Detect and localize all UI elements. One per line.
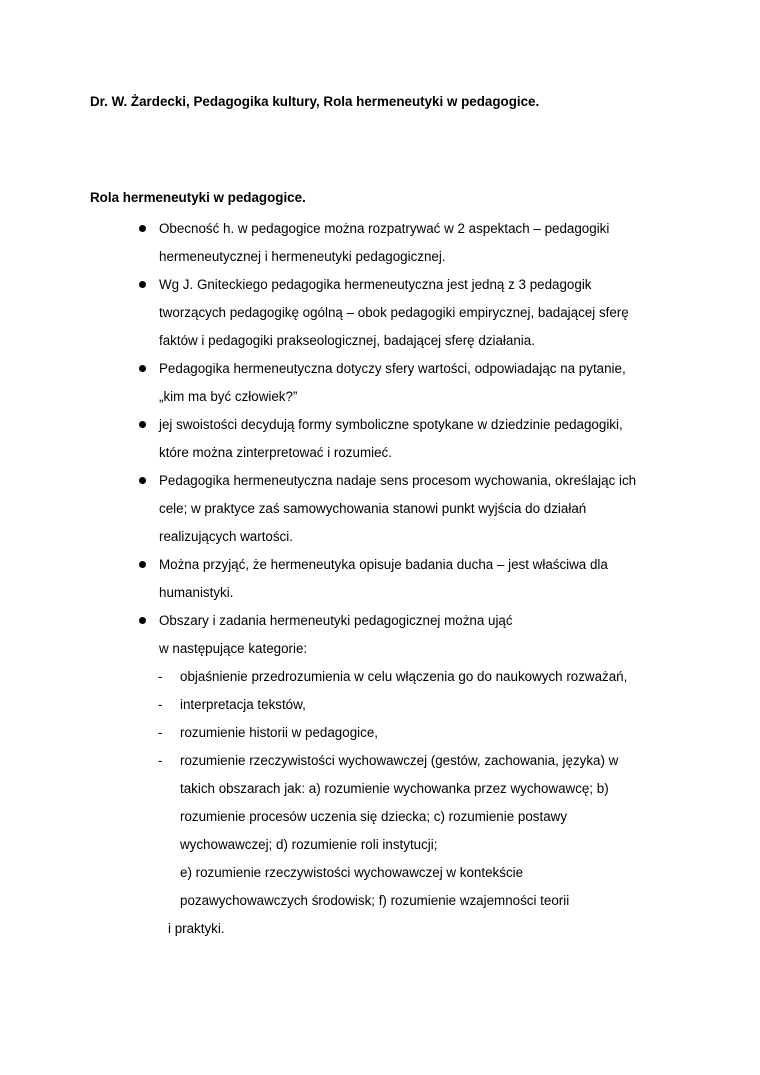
text-line: faktów i pedagogiki prakseologicznej, badającej sferę działania. (159, 333, 535, 348)
text-line: e) rozumienie rzeczywistości wychowawczej w kontekście (180, 865, 524, 880)
document-header: Dr. W. Żardecki, Pedagogika kultury, Rola hermeneutyki w pedagogice. (90, 94, 540, 109)
bullet-item (159, 607, 659, 943)
text-line: w następujące kategorie: (159, 641, 308, 656)
text-line: wychowawczej; d) rozumienie roli instytucji; (180, 837, 438, 852)
text-line: Obecność h. w pedagogice można rozpatrywać w 2 aspektach – pedagogiki (159, 221, 610, 236)
text-line: rozumienie procesów uczenia się dziecka; c) rozumienie postawy (180, 809, 568, 824)
dash-list (158, 663, 659, 943)
dash-item (158, 747, 659, 943)
text-line: - interpretacja tekstów, (180, 697, 306, 712)
text-line: pozawychowawczych środowisk; f) rozumienie wzajemności teorii (180, 893, 570, 908)
text-line: Pedagogika hermeneutyczna nadaje sens procesom wychowania, określając ich (159, 473, 637, 488)
text-line: - rozumienie historii w pedagogice, (180, 725, 378, 740)
section-title: Rola hermeneutyki w pedagogice. (90, 190, 306, 205)
text-line: - objaśnienie przedrozumienia w celu włączenia go do naukowych rozważań, (180, 669, 628, 684)
text-line: jej swoistości decydują formy symboliczne spotykane w dziedzinie pedagogiki, (159, 417, 623, 432)
text-line: cele; w praktyce zaś samowychowania stanowi punkt wyjścia do działań (159, 501, 587, 516)
bullet-item (159, 355, 659, 411)
text-line: „kim ma być człowiek?” (159, 389, 298, 404)
text-line: takich obszarach jak: a) rozumienie wychowanka przez wychowawcę; b) (180, 781, 609, 796)
bullet-item (159, 411, 659, 467)
text-line: Obszary i zadania hermeneutyki pedagogicznej można ująć (159, 613, 513, 628)
text-line: Wg J. Gniteckiego pedagogika hermeneutyczna jest jedną z 3 pedagogik (159, 277, 592, 292)
text-line: realizujących wartości. (159, 529, 293, 544)
bullet-item (159, 467, 659, 551)
text-line: Można przyjąć, że hermeneutyka opisuje badania ducha – jest właściwa dla (159, 557, 608, 572)
text-line: - rozumienie rzeczywistości wychowawczej (gestów, zachowania, języka) w (180, 753, 619, 768)
dash-item (158, 663, 659, 691)
text-line: i praktyki. (168, 921, 225, 936)
bullet-item (159, 215, 659, 271)
bullet-item (159, 551, 659, 607)
text-line: Pedagogika hermeneutyczna dotyczy sfery wartości, odpowiadając na pytanie, (159, 361, 626, 376)
dash-item (158, 719, 659, 747)
text-line: humanistyki. (159, 585, 234, 600)
bullet-list (159, 215, 659, 943)
text-line: hermeneutycznej i hermeneutyki pedagogicznej. (159, 249, 446, 264)
text-line: które można zinterpretować i rozumieć. (159, 445, 392, 460)
text-line: tworzących pedagogikę ogólną – obok pedagogiki empirycznej, badającej sferę (159, 305, 629, 320)
dash-item (158, 691, 659, 719)
bullet-item (159, 271, 659, 355)
